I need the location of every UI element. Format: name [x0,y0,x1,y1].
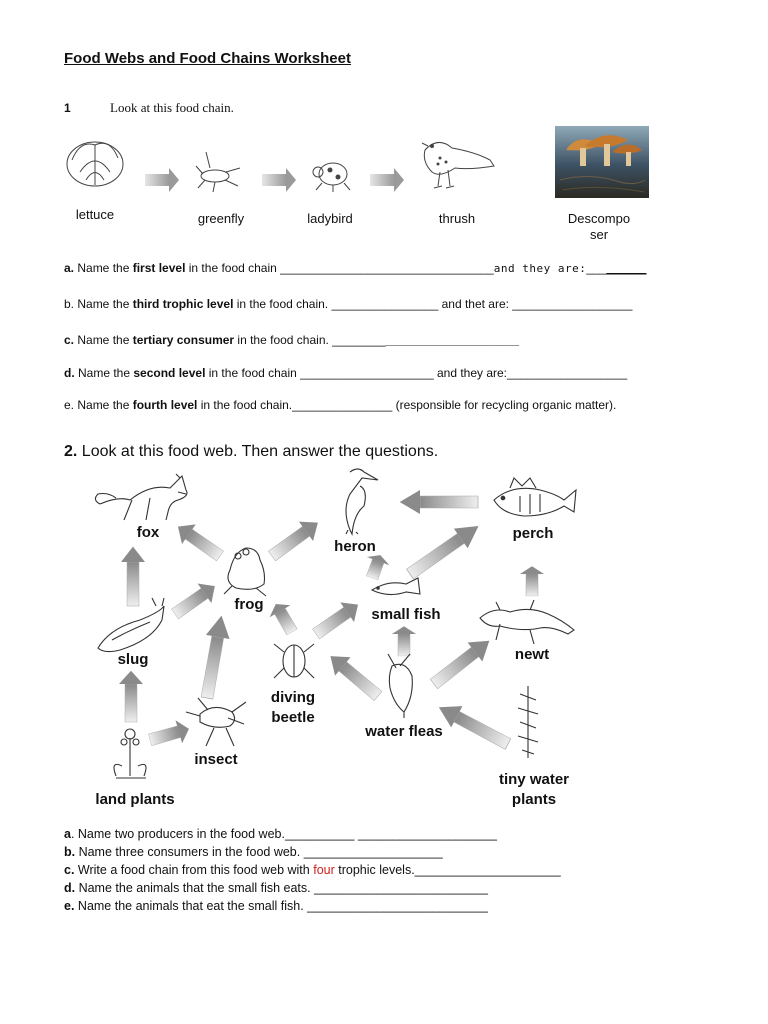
question-2c: c. Write a food chain from this food web with four trophic levels._____________________ [64,863,561,877]
tiny-water-plants-drawing [518,686,538,758]
fox-drawing [95,474,187,520]
arrow-frog-to-heron [265,513,325,566]
question-1d: d. Name the second level in the food chain ____________________ and they are:__________________ [64,366,628,380]
question-2-prompt: 2. Look at this food web. Then answer the questions. [64,443,439,460]
arrow-slug-to-frog [168,576,222,624]
web-label-insect: insect [194,751,238,768]
question-1b: b. Name the third trophic level in the food chain. ________________ and thet are: __________________ [64,297,633,311]
arrow-fleas-to-fish [392,626,416,656]
web-label-land-plants: land plants [95,791,175,808]
question-2e: e. Name the animals that eat the small fish. __________________________ [64,899,488,913]
arrow-beetle-to-fish [309,595,365,644]
chain-label-lettuce: lettuce [75,207,115,222]
web-label-plants: plants [511,791,557,808]
decomposer-line-1: Descompo [567,211,631,226]
web-label-water-fleas: water fleas [365,723,443,740]
question-1a: a. Name the first level in the food chain ________________________________and they are:_________ [64,261,647,275]
perch-drawing [494,478,576,516]
decomposer-line-2: ser [589,227,609,242]
question-2d: d. Name the animals that the small fish eats. _________________________ [64,881,488,895]
web-label-beetle: beetle [271,709,315,726]
web-label-heron: heron [334,538,376,555]
arrow-newt-to-perch [520,566,544,596]
web-label-small-fish: small fish [371,606,441,623]
web-label-diving: diving [270,689,316,706]
arrow-fleas-to-beetle [323,647,386,705]
web-label-slug: slug [117,651,149,668]
web-label-fox: fox [136,524,160,541]
newt-drawing [480,600,574,644]
heron-drawing [346,469,378,534]
question-1c: c. Name the tertiary consumer in the food chain. ____________________________ [64,333,520,347]
question-1-prompt: Look at this food chain. [110,100,234,115]
question-1e: e. Name the fourth level in the food chain._______________ (responsible for recycling organic matter). [64,398,617,412]
chain-label-greenfly: greenfly [197,211,245,226]
arrow-slug-to-fox [121,547,145,606]
arrow-frog-to-fox [171,517,227,566]
arrow-landplants-to-slug [119,671,143,722]
web-label-diving-beetle [260,688,326,728]
arrow-perch-to-heron [400,490,478,514]
water-flea-drawing [388,654,412,718]
arrow-insect-to-frog [195,613,233,700]
arrow-fish-to-heron [361,551,392,582]
web-label-newt: newt [514,646,550,663]
insect-drawing [186,698,246,746]
question-2b: b. Name three consumers in the food web. ____________________ [64,845,443,859]
web-label-perch: perch [512,525,554,542]
frog-drawing [224,548,266,596]
web-label-tiny-water-plants [488,770,580,810]
diving-beetle-drawing [274,644,314,678]
land-plants-drawing [114,729,146,778]
arrow-landplants-to-insect [147,717,193,751]
arrow-fleas-to-newt [427,631,497,693]
arrow-fish-to-perch [403,516,485,584]
web-label-frog: frog [234,596,264,613]
question-1-number: 1 [64,101,71,115]
chain-label-thrush: thrush [438,211,476,226]
question-2a: a. Name two producers in the food web.__________ ____________________ [64,827,497,841]
chain-label-ladybird: ladybird [307,211,353,226]
worksheet-title: Food Webs and Food Chains Worksheet [64,50,351,67]
web-label-tiny-water: tiny water [498,771,570,788]
small-fish-drawing [372,578,420,595]
